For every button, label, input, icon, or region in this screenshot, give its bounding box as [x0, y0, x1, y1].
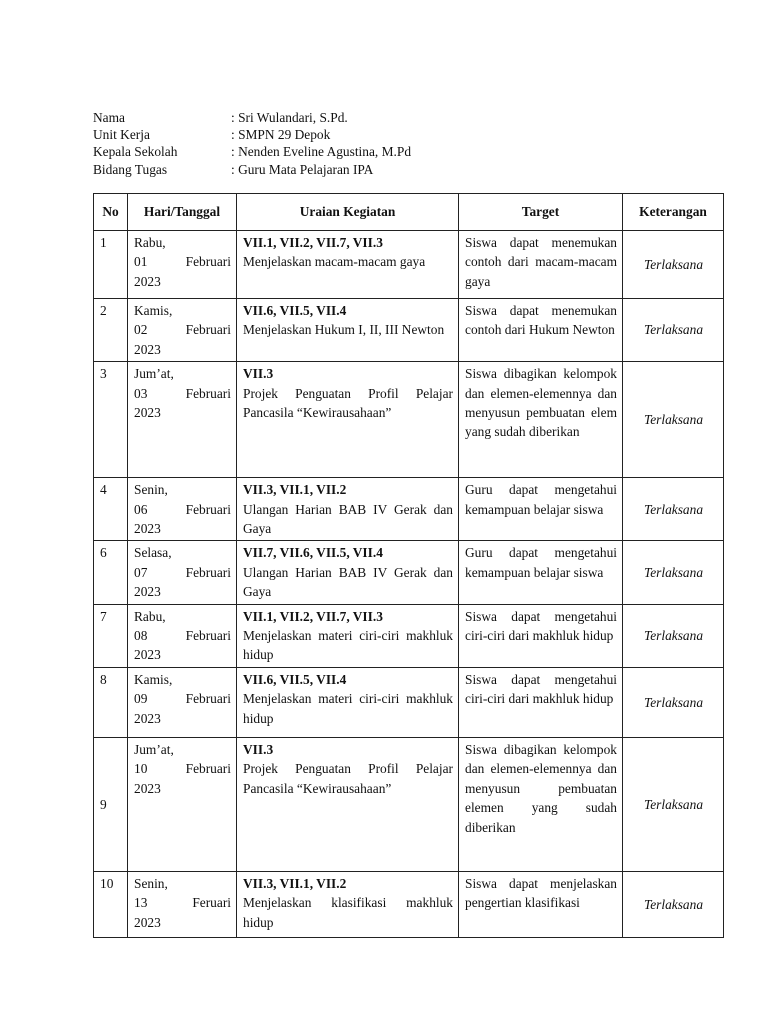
date-number: 07: [134, 564, 148, 580]
cell-hari-tanggal: [128, 667, 237, 737]
cell-uraian-kegiatan: [237, 871, 459, 937]
cell-keterangan: Terlaksana: [623, 737, 724, 871]
date-year: 2023: [134, 521, 161, 537]
cell-uraian-kegiatan: [237, 541, 459, 604]
date-year: 2023: [134, 647, 161, 663]
cell-hari-tanggal: [128, 362, 237, 478]
cell-no: 2: [94, 299, 128, 362]
cell-keterangan: Terlaksana: [623, 604, 724, 667]
cell-hari-tanggal: [128, 604, 237, 667]
employee-info: [93, 109, 411, 178]
cell-hari-tanggal: [128, 299, 237, 362]
cell-hari-tanggal: [128, 231, 237, 299]
table-row: [94, 362, 724, 478]
date-year: 2023: [134, 273, 161, 289]
cell-date: [134, 759, 231, 778]
cell-no: 9: [94, 737, 128, 871]
col-header-no: No: [94, 194, 128, 231]
info-row-unit-kerja: [93, 126, 411, 143]
cell-kelas: VII.3: [243, 366, 274, 382]
cell-kegiatan: Ulangan Harian BAB IV Gerak dan Gaya: [243, 501, 453, 537]
cell-kelas: VII.6, VII.5, VII.4: [243, 303, 347, 318]
cell-date: [134, 384, 231, 403]
cell-no: 7: [94, 604, 128, 667]
date-year: 2023: [134, 710, 161, 726]
cell-kegiatan: Ulangan Harian BAB IV Gerak dan Gaya: [243, 564, 453, 600]
cell-target: Siswa dibagikan kelompok dan elemen-elemennya dan menyusun pembuatan elem yang sudah diberikan: [459, 362, 623, 478]
cell-kegiatan: Menjelaskan materi ciri-ciri makhluk hidup: [243, 691, 453, 726]
cell-target: Siswa dapat mengetahui ciri-ciri dari makhluk hidup: [459, 604, 623, 667]
cell-target: Siswa dibagikan kelompok dan elemen-elemennya dan menyusun pembuatan elemen yang sudah diberikan: [459, 737, 623, 871]
date-month: Februari: [185, 691, 231, 707]
col-header-hari-tanggal: Hari/Tanggal: [128, 194, 237, 231]
cell-kegiatan: Menjelaskan klasifikasi makhluk hidup: [243, 895, 453, 930]
info-label: Bidang Tugas: [93, 161, 168, 177]
table-row: [94, 541, 724, 604]
table-row: [94, 737, 724, 871]
cell-kegiatan: Projek Penguatan Profil Pelajar Pancasila “Kewirausahaan”: [243, 385, 453, 421]
cell-uraian-kegiatan: [237, 737, 459, 871]
cell-date: [134, 563, 231, 582]
cell-no: 1: [94, 231, 128, 299]
cell-keterangan: Terlaksana: [623, 871, 724, 937]
table-row: [94, 604, 724, 667]
cell-keterangan: Terlaksana: [623, 362, 724, 478]
date-year: 2023: [134, 584, 161, 600]
date-month: Februari: [185, 501, 231, 517]
table-row: [94, 871, 724, 937]
cell-target: Siswa dapat menemukan contoh dari Hukum Newton: [459, 299, 623, 362]
cell-day: Kamis,: [134, 671, 173, 687]
cell-hari-tanggal: [128, 541, 237, 604]
info-value: : Sri Wulandari, S.Pd.: [231, 110, 348, 125]
cell-kelas: VII.6, VII.5, VII.4: [243, 671, 347, 687]
col-header-keterangan: Keterangan: [623, 194, 724, 231]
info-value: : Guru Mata Pelajaran IPA: [231, 161, 374, 177]
date-number: 13: [134, 895, 148, 911]
cell-target: Siswa dapat menemukan contoh dari macam-macam gaya: [459, 231, 623, 299]
date-number: 08: [134, 628, 148, 644]
cell-kegiatan: Menjelaskan materi ciri-ciri makhluk hidup: [243, 628, 453, 663]
cell-day: Kamis,: [134, 303, 173, 318]
cell-target: Guru dapat mengetahui kemampuan belajar siswa: [459, 478, 623, 541]
cell-kegiatan: Menjelaskan Hukum I, II, III Newton: [243, 322, 445, 338]
info-label: Unit Kerja: [93, 127, 150, 143]
date-month: Februari: [185, 254, 231, 270]
date-month: Feruari: [192, 895, 231, 911]
cell-day: Senin,: [134, 482, 168, 498]
col-header-uraian-kegiatan: Uraian Kegiatan: [237, 194, 459, 231]
info-row-nama: [93, 109, 411, 126]
date-number: 10: [134, 761, 148, 777]
cell-hari-tanggal: [128, 871, 237, 937]
cell-day: Jum’at,: [134, 366, 174, 382]
table-header-row: [94, 194, 724, 231]
cell-day: Senin,: [134, 875, 168, 891]
date-month: Februari: [185, 761, 231, 777]
date-year: 2023: [134, 914, 161, 930]
cell-uraian-kegiatan: [237, 667, 459, 737]
date-month: Februari: [185, 564, 231, 580]
cell-date: [134, 626, 231, 645]
cell-date: [134, 320, 231, 339]
info-value: : SMPN 29 Depok: [231, 127, 331, 143]
cell-day: Rabu,: [134, 235, 166, 250]
cell-kelas: VII.1, VII.2, VII.7, VII.3: [243, 608, 383, 624]
cell-hari-tanggal: [128, 737, 237, 871]
cell-no: 6: [94, 541, 128, 604]
cell-day: Jum’at,: [134, 741, 174, 757]
cell-no: 8: [94, 667, 128, 737]
info-label: Kepala Sekolah: [93, 144, 178, 160]
cell-kegiatan: Menjelaskan macam-macam gaya: [243, 254, 426, 270]
date-number: 06: [134, 501, 148, 517]
cell-target: Siswa dapat menjelaskan pengertian klasifikasi: [459, 871, 623, 937]
cell-keterangan: Terlaksana: [623, 231, 724, 299]
date-number: 03: [134, 385, 148, 401]
cell-kegiatan: Projek Penguatan Profil Pelajar Pancasila “Kewirausahaan”: [243, 761, 453, 796]
info-row-bidang-tugas: [93, 161, 411, 178]
cell-kelas: VII.3: [243, 741, 274, 757]
cell-keterangan: Terlaksana: [623, 299, 724, 362]
cell-kelas: VII.1, VII.2, VII.7, VII.3: [243, 235, 383, 250]
cell-kelas: VII.3, VII.1, VII.2: [243, 875, 347, 891]
cell-uraian-kegiatan: [237, 299, 459, 362]
cell-date: [134, 893, 231, 912]
date-month: Februari: [185, 628, 231, 644]
date-number: 02: [134, 322, 148, 338]
table-row: [94, 299, 724, 362]
table-row: [94, 231, 724, 299]
table-row: [94, 667, 724, 737]
date-year: 2023: [134, 405, 161, 421]
cell-keterangan: Terlaksana: [623, 478, 724, 541]
info-row-kepala-sekolah: [93, 143, 411, 160]
cell-uraian-kegiatan: [237, 362, 459, 478]
cell-no: 3: [94, 362, 128, 478]
cell-uraian-kegiatan: [237, 231, 459, 299]
date-month: Februari: [185, 385, 231, 401]
date-number: 09: [134, 691, 148, 707]
date-year: 2023: [134, 341, 161, 357]
cell-target: Siswa dapat mengetahui ciri-ciri dari makhluk hidup: [459, 667, 623, 737]
cell-date: [134, 689, 231, 708]
cell-kelas: VII.3, VII.1, VII.2: [243, 482, 347, 498]
cell-keterangan: Terlaksana: [623, 541, 724, 604]
activity-table: [93, 193, 724, 938]
col-header-target: Target: [459, 194, 623, 231]
table-row: [94, 478, 724, 541]
cell-uraian-kegiatan: [237, 604, 459, 667]
cell-no: 4: [94, 478, 128, 541]
cell-day: Selasa,: [134, 545, 172, 561]
cell-uraian-kegiatan: [237, 478, 459, 541]
info-label: Nama: [93, 110, 125, 125]
cell-hari-tanggal: [128, 478, 237, 541]
cell-kelas: VII.7, VII.6, VII.5, VII.4: [243, 545, 383, 561]
date-month: Februari: [185, 322, 231, 338]
cell-date: [134, 500, 231, 519]
cell-day: Rabu,: [134, 608, 166, 624]
cell-keterangan: Terlaksana: [623, 667, 724, 737]
date-number: 01: [134, 254, 148, 270]
cell-target: Guru dapat mengetahui kemampuan belajar siswa: [459, 541, 623, 604]
cell-no: 10: [94, 871, 128, 937]
date-year: 2023: [134, 780, 161, 796]
info-value: : Nenden Eveline Agustina, M.Pd: [231, 144, 412, 160]
cell-date: [134, 252, 231, 271]
